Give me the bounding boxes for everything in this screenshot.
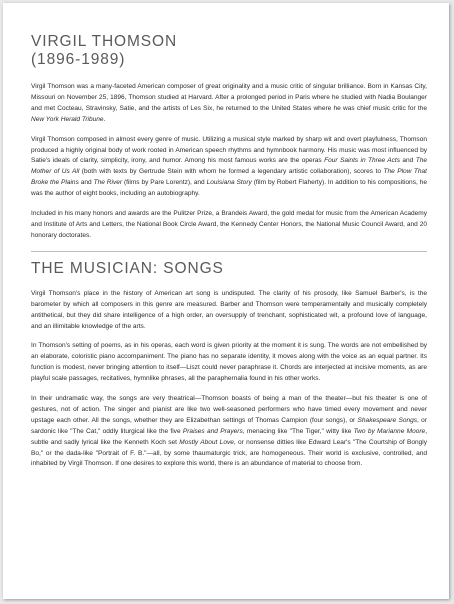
italic-title: The River: [93, 179, 123, 187]
italic-title: The Plow That Broke the Plains: [31, 168, 427, 187]
italic-title: The Mother of Us All: [31, 157, 427, 176]
italic-title: Praises and Prayers: [182, 427, 243, 435]
italic-title: Mostly About Love: [179, 438, 234, 446]
document-page: [3, 3, 449, 599]
bio-paragraph-2: Virgil Thomson composed in almost every genre of music. Utilizing a musical style marked by sharp wit and overt playfulness, Thomson produced a highly original body of work rooted in American speech rhythms and hymnbook harmony. His music was most influenced by Satie's ideals of clarity, simplicity, irony, and humor. Among his most famous works are the operas Four Saints in Three Acts and The Mother of Us All (both with texts by Gertrude Stein with whom he formed a legendary artistic collaboration), scores to The Plow That Broke the Plains and The River (films by Pare Lorentz), and Louisiana Story (film by Robert Flaherty). In addition to his compositions, he was the author of eight books, including an autobiography.: [31, 135, 427, 198]
songs-paragraph-3: In their undramatic way, the songs are very theatrical—Thomson boasts of being a man of the theater—but his theater is one of gestures, not of action. The singer and pianist are like two well-seasoned performers who have timed every movement and never upstage each other. All the songs, whether they are Elizabethan settings of Thomas Campion (four songs), or Shakespeare Songs, or sardonic like "The Cat," oddly liturgical like the five Praises and Prayers, menacing like "The Tiger," witty like Two by Marianne Moore, subtle and sadly lyrical like the Kenneth Koch set Mostly About Love, or nonsense ditties like Edward Lear's "The Courtship of Bongly Bo," or the dada-like "Portrait of F. B."—all, by some thaumaturgic trick, are homogeneous. Their world is exclusive, controlled, and inhabited by Virgil Thomson. If one desires to explore this world, there is an abundance of material to choose from.: [31, 395, 428, 468]
bio-title: VIRGIL THOMSON: [31, 33, 178, 50]
songs-section-title: THE MUSICIAN: SONGS: [31, 259, 224, 277]
bio-paragraph-1: Virgil Thomson was a many-faceted American composer of great originality and a music critic of singular brilliance. Born in Kansas City, Missouri on November 25, 1896, Thomson studied at Harvard. After a prolonged period in Paris where he studied with Nadia Boulanger and met Cocteau, Stravinsky, Satie, and the artists of Les Six, he returned to the United States where he was chief music critic for the New York Herald Tribune.: [31, 83, 427, 123]
italic-title: New York Herald Tribune: [31, 115, 104, 123]
page-content: [31, 33, 427, 479]
bio-paragraph-3: Included in his many honors and awards are the Pulitzer Prize, a Brandeis Award, the gold medal for music from the American Academy and Institute of Arts and Letters, the National Book Circle Award, the Kennedy Center Honors, the National Music Council Award, and 20 honorary doctorates.: [31, 210, 427, 239]
songs-paragraph-2: In Thomson's setting of poems, as in his operas, each word is given priority at the moment it is sung. The words are not embellished by an elaborate, coloristic piano accompaniment. The piano has no separate identity, it moves along with the voice as an equal partner. Its function is modest, never bringing attention to itself—Liszt could never paraphrase it. Chords are interjected at incisive moments, as are playful scale passages, recitatives, hymnlike phrases, all the paraphernalia found in his other works.: [31, 342, 427, 383]
italic-title: Two by Marianne Moore: [353, 427, 426, 435]
bio-dates: (1896-1989): [31, 51, 126, 68]
italic-title: Louisiana Story: [206, 179, 252, 187]
bio-heading: [31, 33, 427, 69]
section-divider: [31, 251, 427, 252]
italic-title: Four Saints in Three Acts: [324, 157, 401, 165]
italic-title: Shakespeare Songs: [357, 416, 418, 424]
songs-paragraph-1: Virgil Thomson's place in the history of American art song is undisputed. The clarity of his prosody, like Samuel Barber's, is the barometer by which all composers in this genre are measured. Barber and Thomson were temperamentally and musically completely antithetical, but they did share intelligence of a high order, an oversupply of trenchant, sophisticated wit, a profound love of language, and an illimitable knowledge of the arts.: [31, 289, 427, 330]
